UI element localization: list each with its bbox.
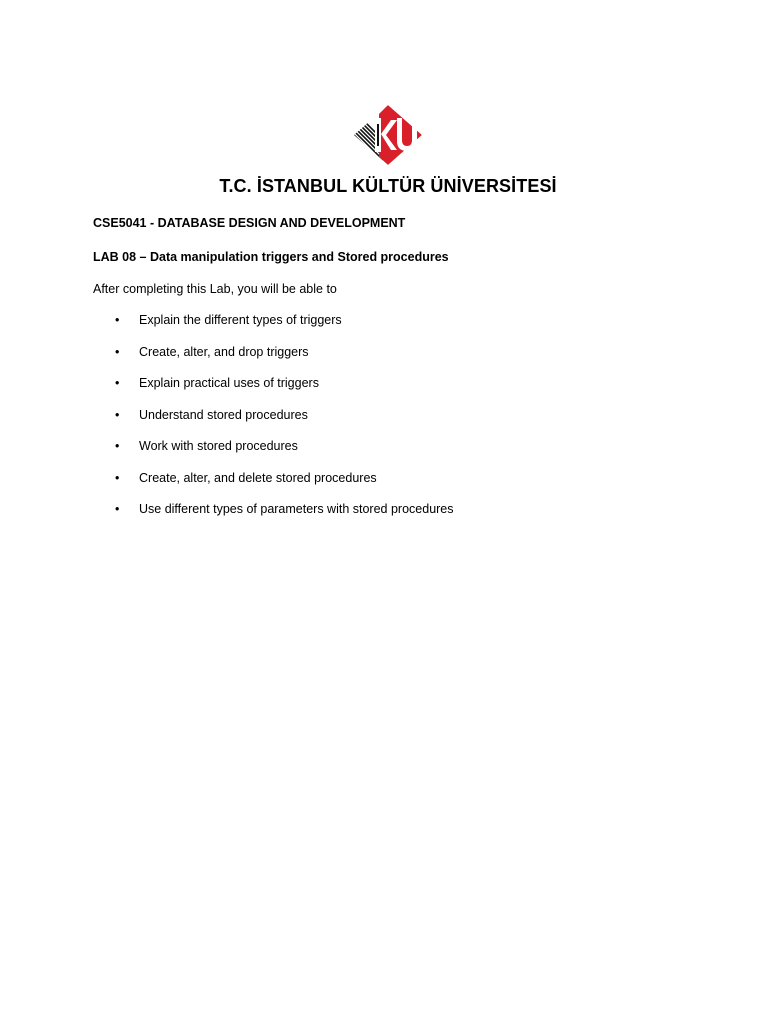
university-logo xyxy=(353,104,423,166)
lab-title: LAB 08 – Data manipulation triggers and Stored procedures xyxy=(93,250,449,264)
objective-text: Work with stored procedures xyxy=(139,439,298,453)
bullet-icon: • xyxy=(115,470,120,485)
course-title: CSE5041 - DATABASE DESIGN AND DEVELOPMENT xyxy=(93,216,406,230)
objective-text: Explain practical uses of triggers xyxy=(139,376,319,390)
objective-text: Use different types of parameters with stored procedures xyxy=(139,502,454,516)
bullet-icon: • xyxy=(115,344,120,359)
objective-text: Understand stored procedures xyxy=(139,407,308,422)
bullet-icon: • xyxy=(115,407,120,422)
university-name: T.C. İSTANBUL KÜLTÜR ÜNİVERSİTESİ xyxy=(219,176,557,196)
bullet-icon: • xyxy=(115,313,120,327)
bullet-icon: • xyxy=(115,502,120,516)
bullet-icon: • xyxy=(115,376,120,390)
bullet-icon: • xyxy=(115,439,120,453)
iku-logo-icon xyxy=(353,104,423,166)
intro-text: After completing this Lab, you will be able to xyxy=(93,282,337,296)
objective-text: Create, alter, and delete stored procedures xyxy=(139,470,377,485)
objective-text: Create, alter, and drop triggers xyxy=(139,344,309,359)
objective-text: Explain the different types of triggers xyxy=(139,313,342,327)
